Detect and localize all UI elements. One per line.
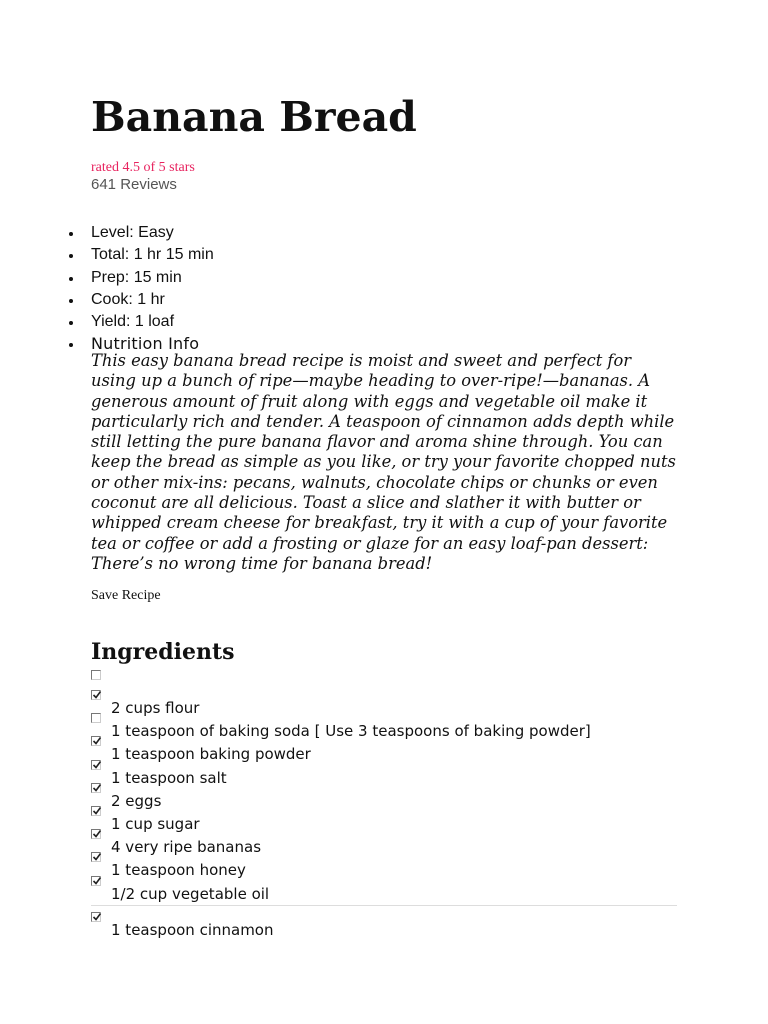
checkmark-icon <box>92 760 102 770</box>
meta-cook-time: Cook: 1 hr <box>91 289 214 311</box>
ingredient-label: 2 eggs <box>111 791 162 810</box>
ingredient-item <box>91 804 677 833</box>
checkmark-icon <box>92 736 102 746</box>
ingredient-checkbox[interactable] <box>91 829 101 839</box>
ingredient-item <box>91 688 677 717</box>
ingredient-label: 1/2 cup vegetable oil <box>111 884 270 903</box>
ingredient-label: 1 cup sugar <box>111 814 200 833</box>
ingredient-checkbox[interactable] <box>91 912 101 922</box>
checkmark-icon <box>92 783 102 793</box>
ingredient-item <box>91 850 677 880</box>
checkmark-icon <box>92 690 102 700</box>
ingredient-label: 1 teaspoon baking powder <box>111 745 311 764</box>
checkmark-icon <box>92 876 102 886</box>
nutrition-info-link[interactable]: Nutrition Info <box>91 333 214 355</box>
ingredient-checkbox[interactable] <box>91 783 101 793</box>
meta-level: Level: Easy <box>91 222 214 244</box>
ingredient-item <box>91 905 677 939</box>
checkmark-icon <box>92 852 102 862</box>
save-recipe-button[interactable]: Save Recipe <box>91 588 161 603</box>
meta-total-time: Total: 1 hr 15 min <box>91 244 214 266</box>
ingredient-checkbox[interactable] <box>91 736 101 746</box>
recipe-description: This easy banana bread recipe is moist and sweet and perfect for using up a bunch of ripe—maybe heading to over-ripe!—bananas. A generous amount of fruit along with eggs and vegetable oil make it particularly rich and tender. A teaspoon of cinnamon adds depth while still letting the pure banana flavor and aroma shine through. You can keep the bread as simple as you like, or try your favorite chopped nuts or other mix-ins: pecans, walnuts, chocolate chips or chunks or even coconut are all delicious. Toast a slice and slather it with butter or whipped cream cheese for breakfast, try it with a cup of your favorite tea or coffee or add a frosting or glaze for an easy loaf-pan dessert: There’s no wrong time for banana bread! <box>91 351 676 573</box>
reviews-count[interactable]: 641 Reviews <box>91 176 177 193</box>
ingredient-item <box>91 758 677 787</box>
ingredient-item <box>91 734 677 764</box>
checkmark-icon <box>92 829 102 839</box>
ingredient-label: 1 teaspoon honey <box>111 861 246 880</box>
ingredient-label: 1 teaspoon of baking soda [ Use 3 teaspoons of baking powder] <box>111 722 591 741</box>
ingredient-item <box>91 668 677 688</box>
ingredient-item <box>91 874 677 903</box>
ingredients-heading: Ingredients <box>91 639 235 665</box>
ingredient-checkbox[interactable] <box>91 876 101 886</box>
ingredient-label: 2 cups flour <box>111 699 200 717</box>
checkmark-icon <box>92 912 102 922</box>
meta-yield: Yield: 1 loaf <box>91 311 214 333</box>
recipe-meta-list <box>91 222 214 356</box>
checkmark-icon <box>92 806 102 816</box>
ingredient-label: 1 teaspoon cinnamon <box>111 920 274 939</box>
meta-prep-time: Prep: 15 min <box>91 267 214 289</box>
ingredient-item <box>91 827 677 857</box>
ingredient-checkbox[interactable] <box>91 806 101 816</box>
ingredient-item <box>91 711 677 741</box>
ingredient-checkbox[interactable] <box>91 690 101 700</box>
ingredient-item <box>91 781 677 810</box>
ingredient-label: 1 teaspoon salt <box>111 768 227 787</box>
ingredients-list <box>91 668 677 939</box>
ingredient-label: 4 very ripe bananas <box>111 838 262 857</box>
ingredient-checkbox[interactable] <box>91 713 101 723</box>
ingredient-checkbox[interactable] <box>91 852 101 862</box>
rating-text: rated 4.5 of 5 stars <box>91 160 195 175</box>
ingredient-checkbox[interactable] <box>91 760 101 770</box>
recipe-title: Banana Bread <box>91 93 417 141</box>
ingredient-checkbox[interactable] <box>91 670 101 680</box>
